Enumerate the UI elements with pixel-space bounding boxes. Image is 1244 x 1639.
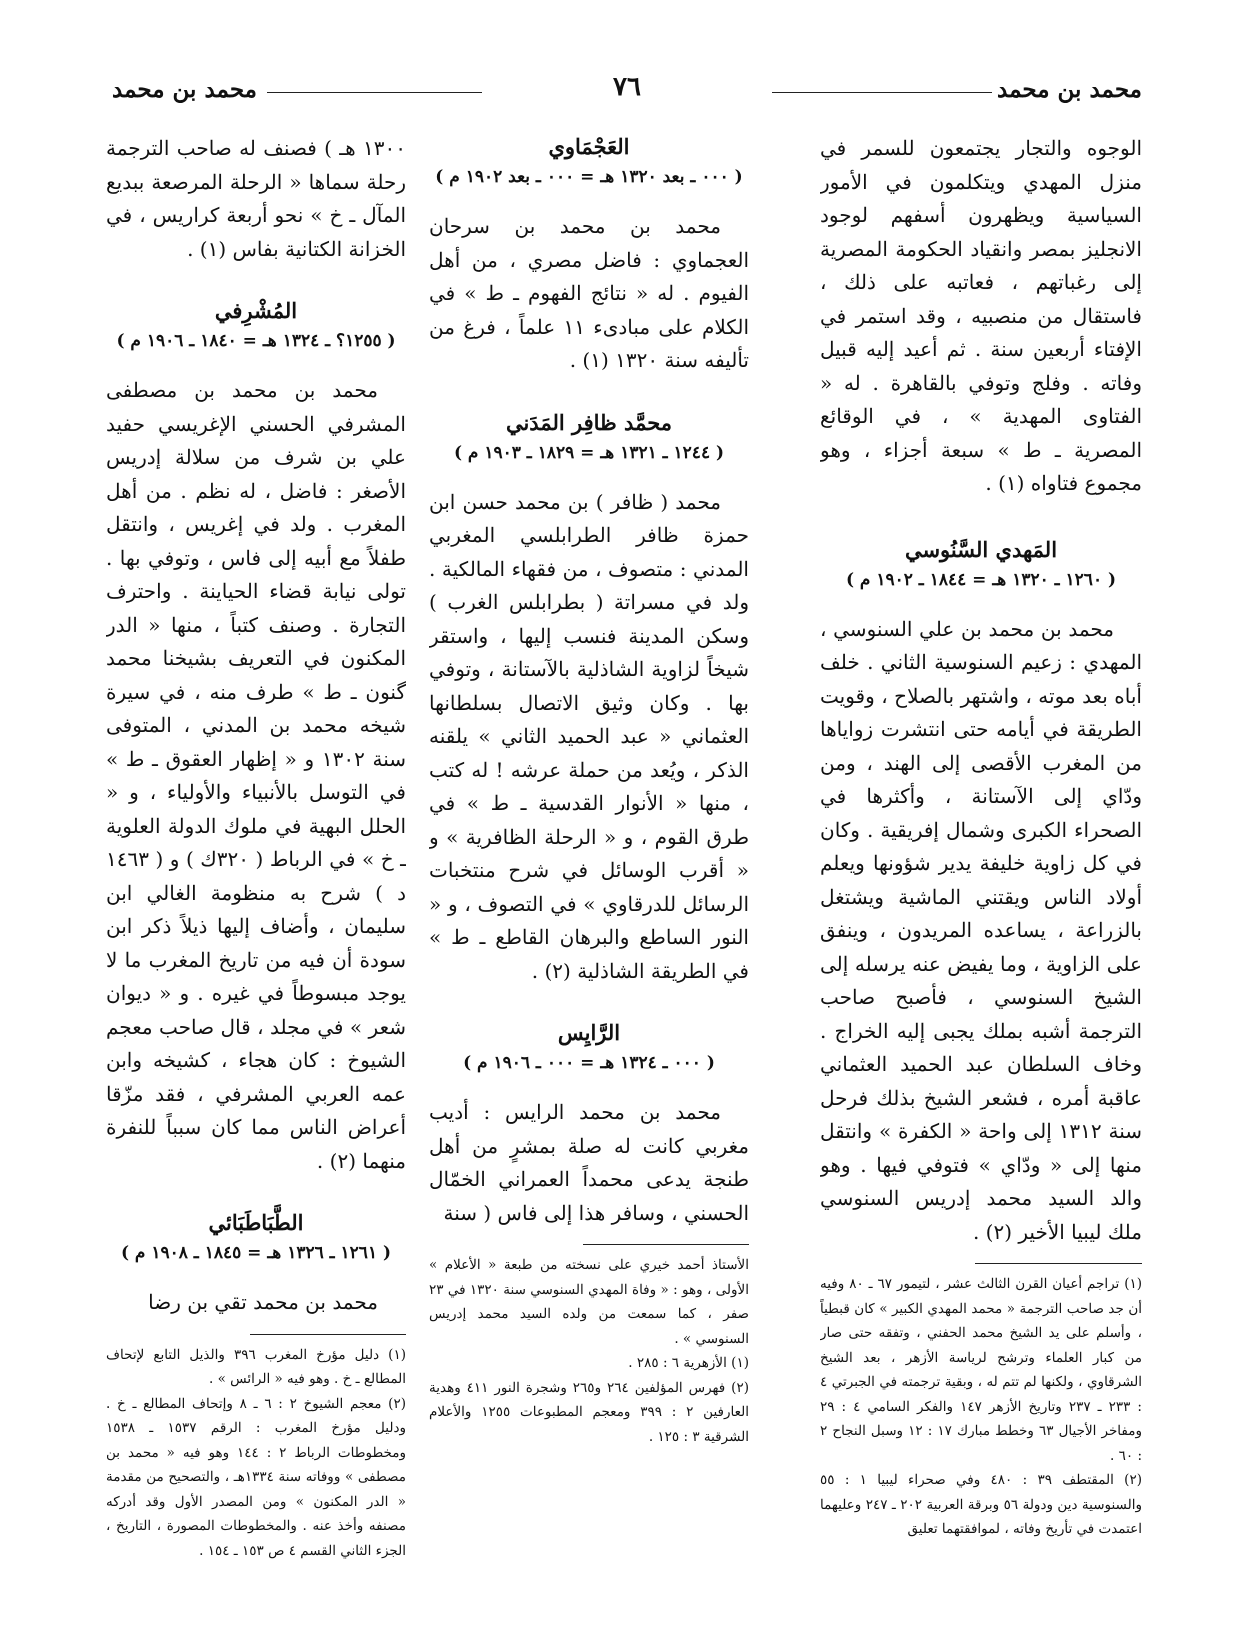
entry-title-mashrafi: المُشْرِفي (214, 298, 298, 323)
entry-text-ajmawi: محمد بن محمد بن سرحان العجماوي : فاضل مصري ، من أهل الفيوم . له « نتائج الفهوم ـ ط » في الكلام على مبادىء ١١ علماً ، فرغ من تأليفه سنة ١٣٢٠ (١) . (429, 214, 749, 372)
right-column (820, 132, 1142, 1602)
running-head-right: محمد بن محمد (997, 76, 1142, 103)
left-column (106, 132, 406, 1602)
header-rule-right (772, 92, 992, 93)
entry-dates-mahdi-senussi: ( ١٢٦٠ ـ ١٣٢٠ هـ = ١٨٤٤ ـ ١٩٠٢ م ) (845, 569, 1117, 590)
continued-paragraph: الوجوه والتجار يجتمعون للسمر في منزل المهدي ويتكلمون في الأمور السياسية ويظهرون أسفهم لوجود الانجليز بمصر وانقياد الحكومة المصرية إلى رغباتهم ، فعاتبه على ذلك ، فاستقال من منصبيه ، وقد استمر في الإفتاء أربعين سنة . ثم أعيد إليه قبيل وفاته . وفلج وتوفي بالقاهرة . له « الفتاوى المهدية » ، في الوقائع المصرية ـ ط » سبعة أجزاء ، وهو مجموع فتاواه (١) . (820, 136, 1142, 495)
footnote-rule (975, 1263, 1142, 1264)
entry-title-rayis: الرَّايِس (557, 1020, 621, 1045)
footnote-1: (١) تراجم أعيان القرن الثالث عشر ، لتيمور ٦٧ ـ ٨٠ وفيه أن جد صاحب الترجمة « محمد المهدي الكبير » كان قبطياً ، وأسلم على يد الشيخ محمد الحفني ، وتفقه حتى صار من كبار العلماء وترشح لرياسة الأزهر ، بعد الشيخ الشرقاوي ، ولكنها لم تتم له ، وبقية ترجمته في الجبرتي ٤ : ٢٣٣ ـ ٢٣٧ وتاريخ الأزهر ١٤٧ والفكر السامي ٤ : ٢٩ ومفاخر الأجيال ٦٣ وخطط مبارك ١٧ : ١٢ وسبل النجاح ٢ : ٦٠ . (820, 1276, 1142, 1464)
entry-text-zafir-madani: محمد ( ظافر ) بن محمد حسن ابن حمزة ظافر الطرابلسي المغربي المدني : متصوف ، من فقهاء المالكية . ولد في مسراتة ( بطرابلس الغرب ) وسكن المدينة فنسب إليها ، واستقر شيخاً لزاوية الشاذلية بالآستانة ، وتوفي بها . وكان وثيق الاتصال بسلطانها العثماني « عبد الحميد الثاني » يلقنه الذكر ، ويُعد من حملة عرشه ! له كتب ، منها « الأنوار القدسية ـ ط » في طرق القوم ، و « الرحلة الظافرية » و « أقرب الوسائل في شرح منتخبات الرسائل للدرقاوي » في التصوف ، و « النور الساطع والبرهان القاطع ـ ط » في الطريقة الشاذلية (٢) . (429, 489, 749, 983)
entry-dates-tabatabai: ( ١٢٦١ ـ ١٣٢٦ هـ = ١٨٤٥ ـ ١٩٠٨ م ) (120, 1243, 392, 1263)
middle-column (429, 132, 749, 1602)
page-number: ٧٦ (607, 72, 647, 102)
footnote-1: (١) الأزهرية ٦ : ٢٨٥ . (628, 1355, 749, 1371)
footnote-rule (583, 1244, 749, 1245)
entry-text-mashrafi: محمد بن محمد بن مصطفى المشرفي الحسني الإغريسي حفيد علي بن شرف من سلالة إدريس الأصغر : فاضل ، له نظم . من أهل المغرب . ولد في إغريس ، وانتقل طفلاً مع أبيه إلى فاس ، وتوفي بها . تولى نيابة قضاء الحياينة . واحترف التجارة . وصنف كتباً ، منها « الدر المكنون في التعريف بشيخنا محمد گنون ـ ط » طرف منه ، في سيرة شيخه محمد بن المدني ، المتوفى سنة ١٣٠٢ و « إظهار العقوق ـ ط » في التوسل بالأنبياء والأولياء ، و « الحلل البهية في ملوك الدولة العلوية ـ خ » في الرباط ( ٣٢٠ك ) و ( ١٤٦٣ د ) شرح به منظومة الغالي ابن سليمان ، وأضاف إليها ذيلاً ذكر ابن سودة أن فيه من تاريخ المغرب ما لا يوجد مبسوطاً في غيره . و « ديوان شعر » في مجلد ، قال صاحب معجم الشيوخ : كان هجاء ، كشيخه وابن عمه العربي المشرفي ، فقد مزّقا أعراض الناس مما كان سبباً للنفرة منهما (٢) . (106, 378, 406, 1173)
entry-dates-zafir-madani: ( ١٢٤٤ ـ ١٣٢١ هـ = ١٨٢٩ ـ ١٩٠٣ م ) (453, 442, 725, 463)
entry-text-mahdi-senussi: محمد بن محمد بن علي السنوسي ، المهدي : زعيم السنوسية الثاني . خلف أباه بعد موته ، واشتهر بالصلاح ، وقويت الطريقة في أيامه حتى انتشرت زواياها من المغرب الأقصى إلى الهند ، ومن ودّاي إلى الآستانة ، وأكثرها في الصحراء الكبرى وشمال إفريقية . وكان في كل زاوية خليفة يدير شؤونها ويعلم أولاد الناس ويقتني الماشية ويشتغل بالزراعة ، يساعده المريدون ، وينفق على الزاوية ، وما يفيض عنه يرسله إلى الشيخ السنوسي ، فأصبح صاحب الترجمة أشبه بملك يجبى إليه الخراج . وخاف السلطان عبد الحميد العثماني عاقبة أمره ، فشعر الشيخ بذلك فرحل سنة ١٣١٢ إلى واحة « الكفرة » وانتقل منها إلى « ودّاي » فتوفي فيها . وهو والد السيد محمد إدريس السنوسي ملك ليبيا الأخير (٢) . (820, 616, 1142, 1244)
page-header (112, 72, 1142, 112)
entry-title-tabatabai: الطَّبَاطَبَائي (208, 1210, 304, 1235)
entry-title-zafir-madani: محمَّد ظافِر المَدَني (505, 409, 673, 435)
header-rule-left (267, 92, 482, 93)
entry-dates-ajmawi: ( ٠٠٠ ـ بعد ١٣٢٠ هـ = ٠٠٠ ـ بعد ١٩٠٢ م ) (435, 167, 743, 187)
continued-paragraph: ١٣٠٠ هـ ) فصنف له صاحب الترجمة رحلة سماها « الرحلة المرصعة ببديع المآل ـ خ » نحو أربعة كراريس ، في الخزانة الكتانية بفاس (١) . (106, 136, 406, 261)
footnote-rule (250, 1334, 406, 1335)
entry-dates-rayis: ( ٠٠٠ ـ ١٣٢٤ هـ = ٠٠٠ ـ ١٩٠٦ م ) (463, 1053, 715, 1073)
footnote-continued: الأستاذ أحمد خيري على نسخته من طبعة « الأعلام » الأولى ، وهو : « وفاة المهدي السنوسي سنة ١٣٢٠ في ٢٣ صفر ، كما سمعت من ولده السيد محمد إدريس السنوسي » . (429, 1257, 749, 1347)
entry-dates-mashrafi: ( ١٢٥٥؟ ـ ١٣٢٤ هـ = ١٨٤٠ ـ ١٩٠٦ م ) (116, 331, 396, 351)
running-head-left: محمد بن محمد (112, 76, 257, 103)
entry-text-rayis: محمد بن محمد الرايس : أديب مغربي كانت له صلة بمشرٍ من أهل طنجة يدعى محمداً العمراني الخمّال الحسني ، وسافر هذا إلى فاس ( سنة (429, 1100, 749, 1225)
footnote-2: (٢) معجم الشيوخ ٢ : ٦ ـ ٨ وإتحاف المطالع ـ خ . ودليل مؤرخ المغرب : الرقم ١٥٣٧ ـ ١٥٣٨ ومخطوطات الرباط ٢ : ١٤٤ وهو فيه « محمد بن مصطفى » ووفاته سنة ١٣٣٤هـ ، والتصحيح من مقدمة « الدر المكنون » ومن المصدر الأول وقد أدركه مصنفه وأخذ عنه . والمخطوطات المصورة ، التاريخ ، الجزء الثاني القسم ٤ ص ١٥٣ ـ ١٥٤ . (106, 1395, 406, 1559)
entry-title-mahdi-senussi: المَهدي السَّنُوسي (904, 536, 1058, 562)
footnote-2: (٢) المقتطف ٣٩ : ٤٨٠ وفي صحراء ليبيا ١ : ٥٥ والسنوسية دين ودولة ٥٦ وبرقة العربية ٢٠٢ ـ ٢٤٧ وعليهما اعتمدت في تأريخ وفاته ، لموافقتهما تعليق (820, 1472, 1142, 1537)
entry-text-tabatabai: محمد بن محمد تقي بن رضا (148, 1290, 378, 1314)
footnote-2: (٢) فهرس المؤلفين ٢٦٤ و٢٦٥ وشجرة النور ٤١١ وهدية العارفين ٢ : ٣٩٩ ومعجم المطبوعات ١٢٥٥ والأعلام الشرقية ٣ : ١٢٥ . (429, 1379, 749, 1445)
entry-title-ajmawi: العَجْمَاوي (548, 134, 630, 159)
footnote-1: (١) دليل مؤرخ المغرب ٣٩٦ والذيل التابع لإتحاف المطالع ـ خ . وهو فيه « الرائس » . (106, 1346, 406, 1387)
